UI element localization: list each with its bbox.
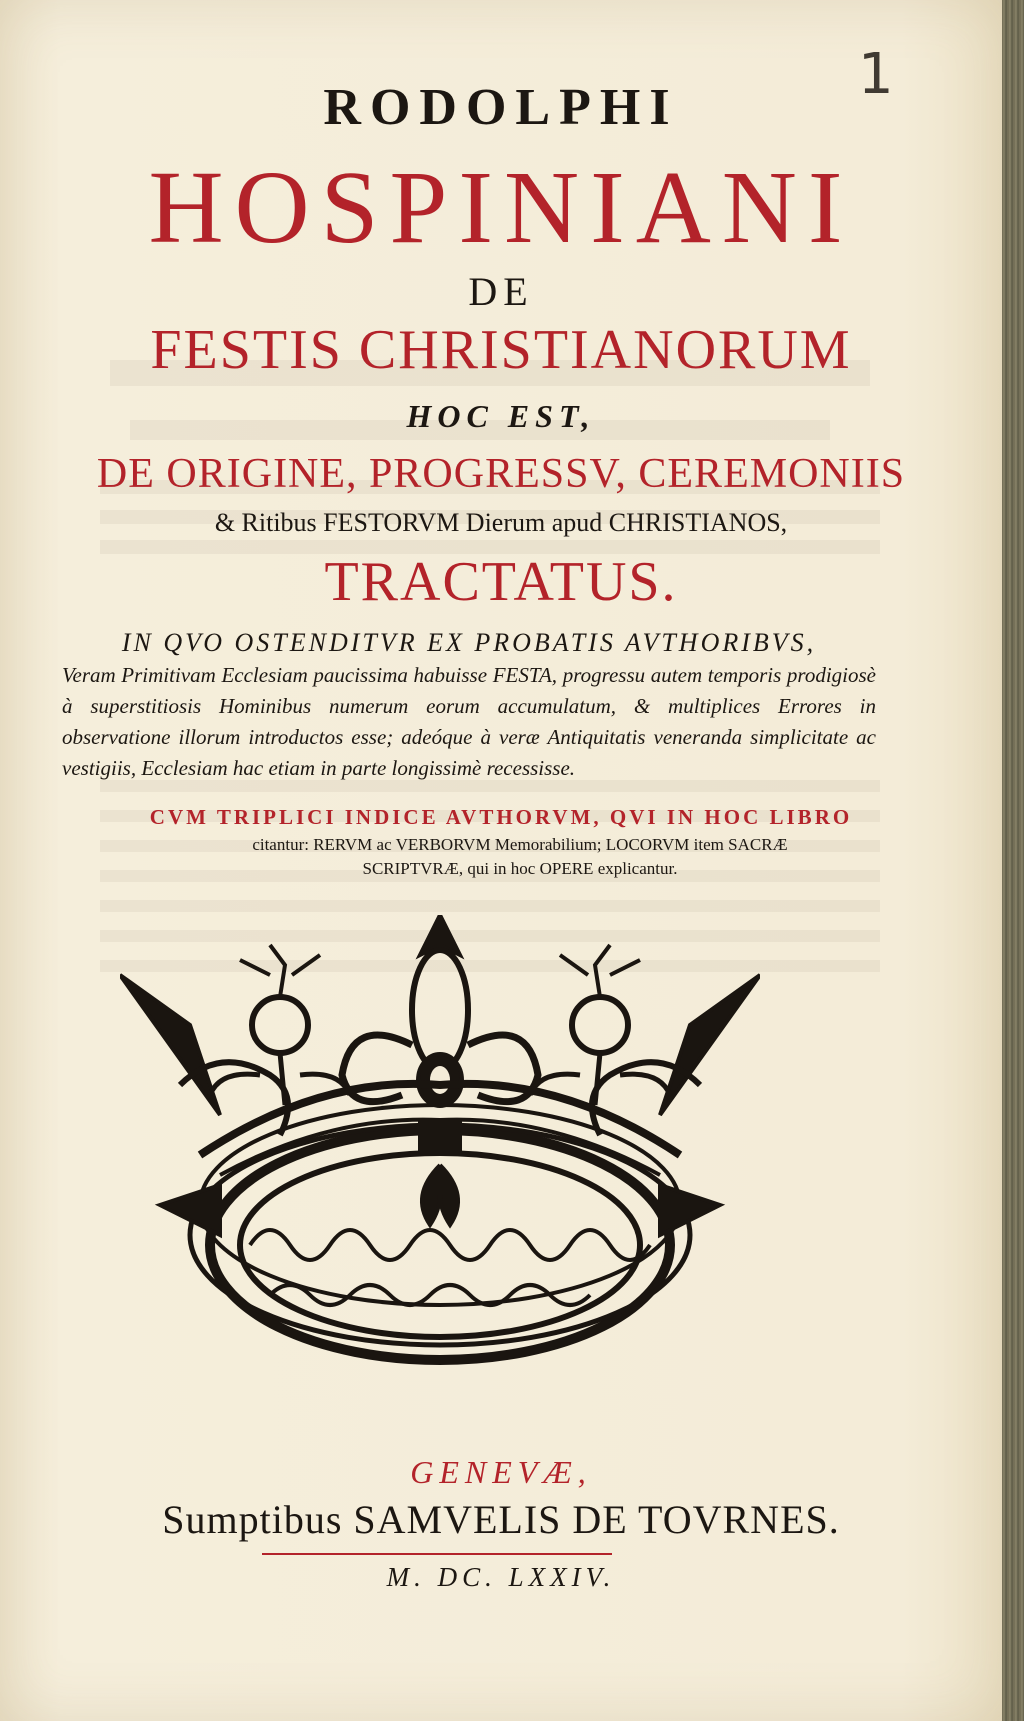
book-fore-edge (1002, 0, 1024, 1721)
imprint-rule (262, 1553, 612, 1555)
pencil-folio-number: 1 (858, 42, 894, 107)
main-title: FESTIS CHRISTIANORUM (150, 319, 852, 381)
author-first-name: RODOLPHI (323, 79, 679, 136)
crown-icon (120, 915, 760, 1415)
description-paragraph: Veram Primitivam Ecclesiam paucissima habuisse FESTA, progressu autem temporis prodigiosè à superstitiosis Hominibus numerum eorum accumulatum, & multiplices Errores in observatione illorum introductos esse; adeóque à veræ Antiquitatis veneranda simplicitate ac vestigiis, Ecclesiam hac etiam in parte longissimè recessisse. (62, 663, 876, 780)
subtitle: DE ORIGINE, PROGRESSV, CEREMONIIS (96, 451, 906, 497)
subtitle-ritibus: & Ritibus FESTORVM Dierum apud CHRISTIANOS, (214, 508, 788, 537)
hoc-est: HOC EST, (406, 398, 596, 434)
title-de: DE (468, 269, 534, 314)
author-surname: HOSPINIANI (148, 150, 854, 265)
index-line: CVM TRIPLICI INDICE AVTHORVM, QVI IN HOC LIBRO (149, 805, 853, 829)
index-description: citantur: RERVM ac VERBORVM Memorabilium; LOCORVM item SACRÆ SCRIPTVRÆ, qui in hoc OPERE explicantur. (252, 835, 788, 878)
tractatus-heading: TRACTATUS. (324, 551, 678, 613)
imprint-publisher: Sumptibus SAMVELIS DE TOVRNES. (162, 1497, 840, 1542)
in-quo-line: IN QVO OSTENDITVR EX PROBATIS AVTHORIBVS, (121, 628, 817, 657)
imprint-date: M. DC. LXXIV. (386, 1562, 616, 1592)
imprint-place: GENEVÆ, (410, 1454, 592, 1490)
